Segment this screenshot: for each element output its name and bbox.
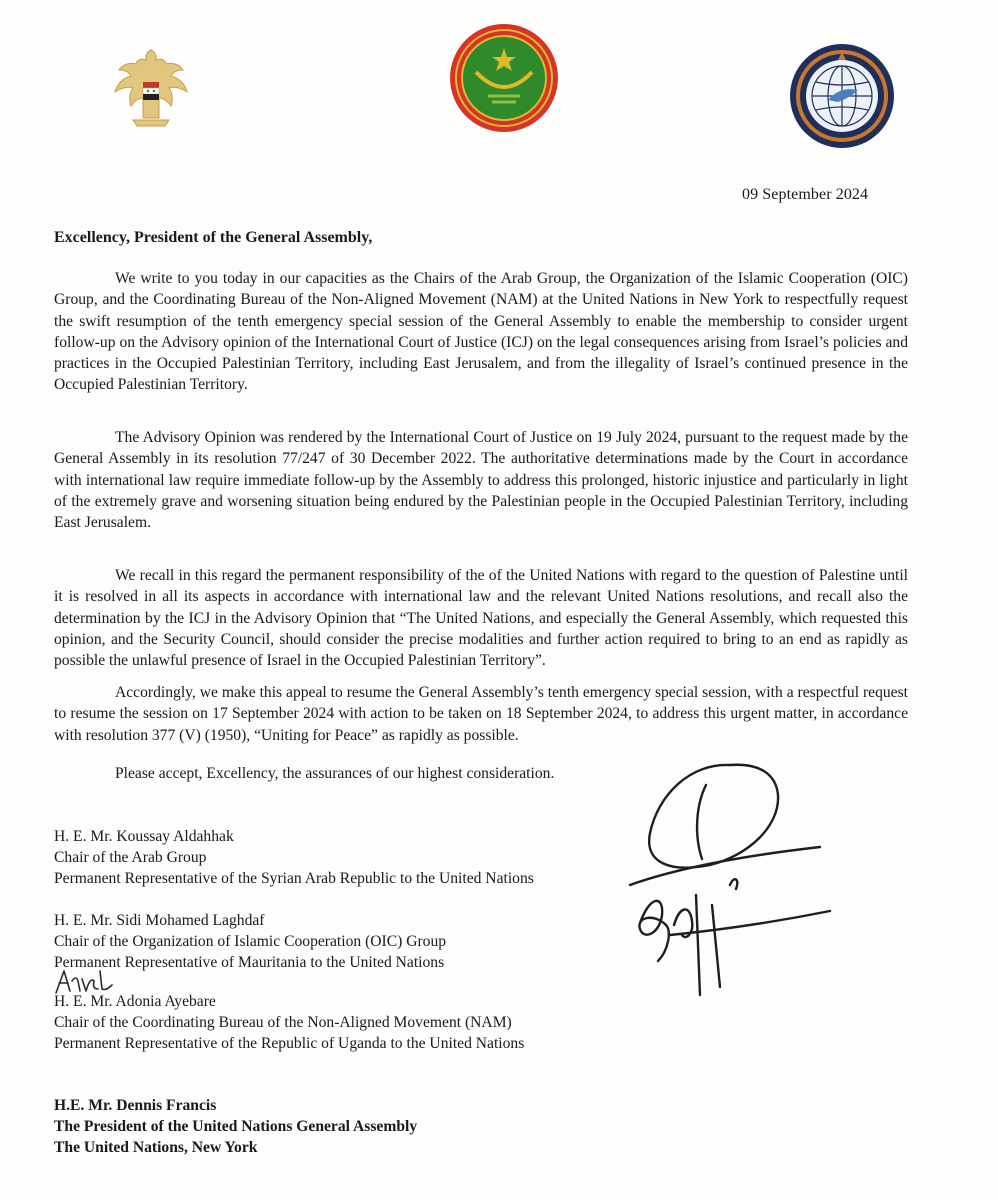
salutation: Excellency, President of the General Assembly,	[54, 229, 373, 246]
addressee-block	[54, 1095, 417, 1159]
signatory-block	[54, 826, 534, 890]
signatory-title: Permanent Representative of the Syrian Arab Republic to the United Nations	[54, 870, 534, 888]
signatory-role: Chair of the Coordinating Bureau of the Non-Aligned Movement (NAM)	[54, 1014, 512, 1032]
signatory-title: Permanent Representative of Mauritania to the United Nations	[54, 954, 445, 972]
signatory-name: H. E. Mr. Sidi Mohamed Laghdaf	[54, 912, 265, 929]
mauritania-seal-icon	[448, 22, 560, 134]
body-paragraph: We write to you today in our capacities as the Chairs of the Arab Group, the Organization of the Islamic Cooperation (OIC) Group, and the Coordinating Bureau of the Non-Aligned Movement (NAM) at the United Nations in New York to respectfully request the swift resumption of the tenth emergency special session of the General Assembly to enable the membership to consider urgent follow-up on the Advisory opinion of the International Court of Justice (ICJ) on the legal consequences arising from Israel’s policies and practices in the Occupied Palestinian Territory, including East Jerusalem, and from the illegality of Israel’s continued presence in the Occupied Palestinian Territory.	[54, 270, 908, 394]
addressee-location: The United Nations, New York	[54, 1139, 258, 1157]
signatory-name: H. E. Mr. Koussay Aldahhak	[54, 828, 234, 845]
signatory-block	[54, 910, 446, 974]
letter-date: 09 September 2024	[742, 186, 869, 203]
non-aligned-movement-logo-icon	[788, 42, 896, 150]
signatory-block	[54, 991, 524, 1055]
signatory-role: Chair of the Organization of Islamic Cooperation (OIC) Group	[54, 933, 447, 951]
handwritten-signature	[610, 755, 850, 1005]
addressee-title: The President of the United Nations General Assembly	[54, 1118, 418, 1136]
addressee-name: H.E. Mr. Dennis Francis	[54, 1097, 217, 1114]
signatory-name: H. E. Mr. Adonia Ayebare	[54, 993, 216, 1010]
body-paragraph: We recall in this regard the permanent responsibility of the of the United Nations with regard to the question of Palestine until it is resolved in all its aspects in accordance with international law and the relevant United Nations resolutions, and recall also the determination by the ICJ in the Advisory Opinion that “The United Nations, and especially the General Assembly, which requested this opinion, and the Security Council, should consider the precise modalities and further action required to bring to an end as rapidly as possible the unlawful presence of Israel in the Occupied Palestinian Territory”.	[54, 567, 908, 670]
signatory-role: Chair of the Arab Group	[54, 849, 207, 867]
handwritten-initials-signature	[54, 967, 124, 995]
body-paragraph: The Advisory Opinion was rendered by the International Court of Justice on 19 July 2024, pursuant to the request made by the General Assembly in its resolution 77/247 of 30 December 2022. The authoritative determinations made by the Court in accordance with international law require immediate follow-up by the Assembly to address this prolonged, historic injustice and particularly in light of the extremely grave and worsening situation being endured by the Palestinian people in the Occupied Palestinian Territory, including East Jerusalem.	[54, 429, 908, 532]
body-paragraph: Accordingly, we make this appeal to resume the General Assembly’s tenth emergency special session, with a respectful request to resume the session on 17 September 2024 with action to be taken on 18 September 2024, to address this urgent matter, in accordance with resolution 377 (V) (1950), “Uniting for Peace” as rapidly as possible.	[54, 684, 908, 744]
syrian-coat-of-arms-icon	[103, 40, 199, 136]
signatory-title: Permanent Representative of the Republic of Uganda to the United Nations	[54, 1035, 525, 1053]
closing-line: Please accept, Excellency, the assurances of our highest consideration.	[115, 765, 555, 782]
